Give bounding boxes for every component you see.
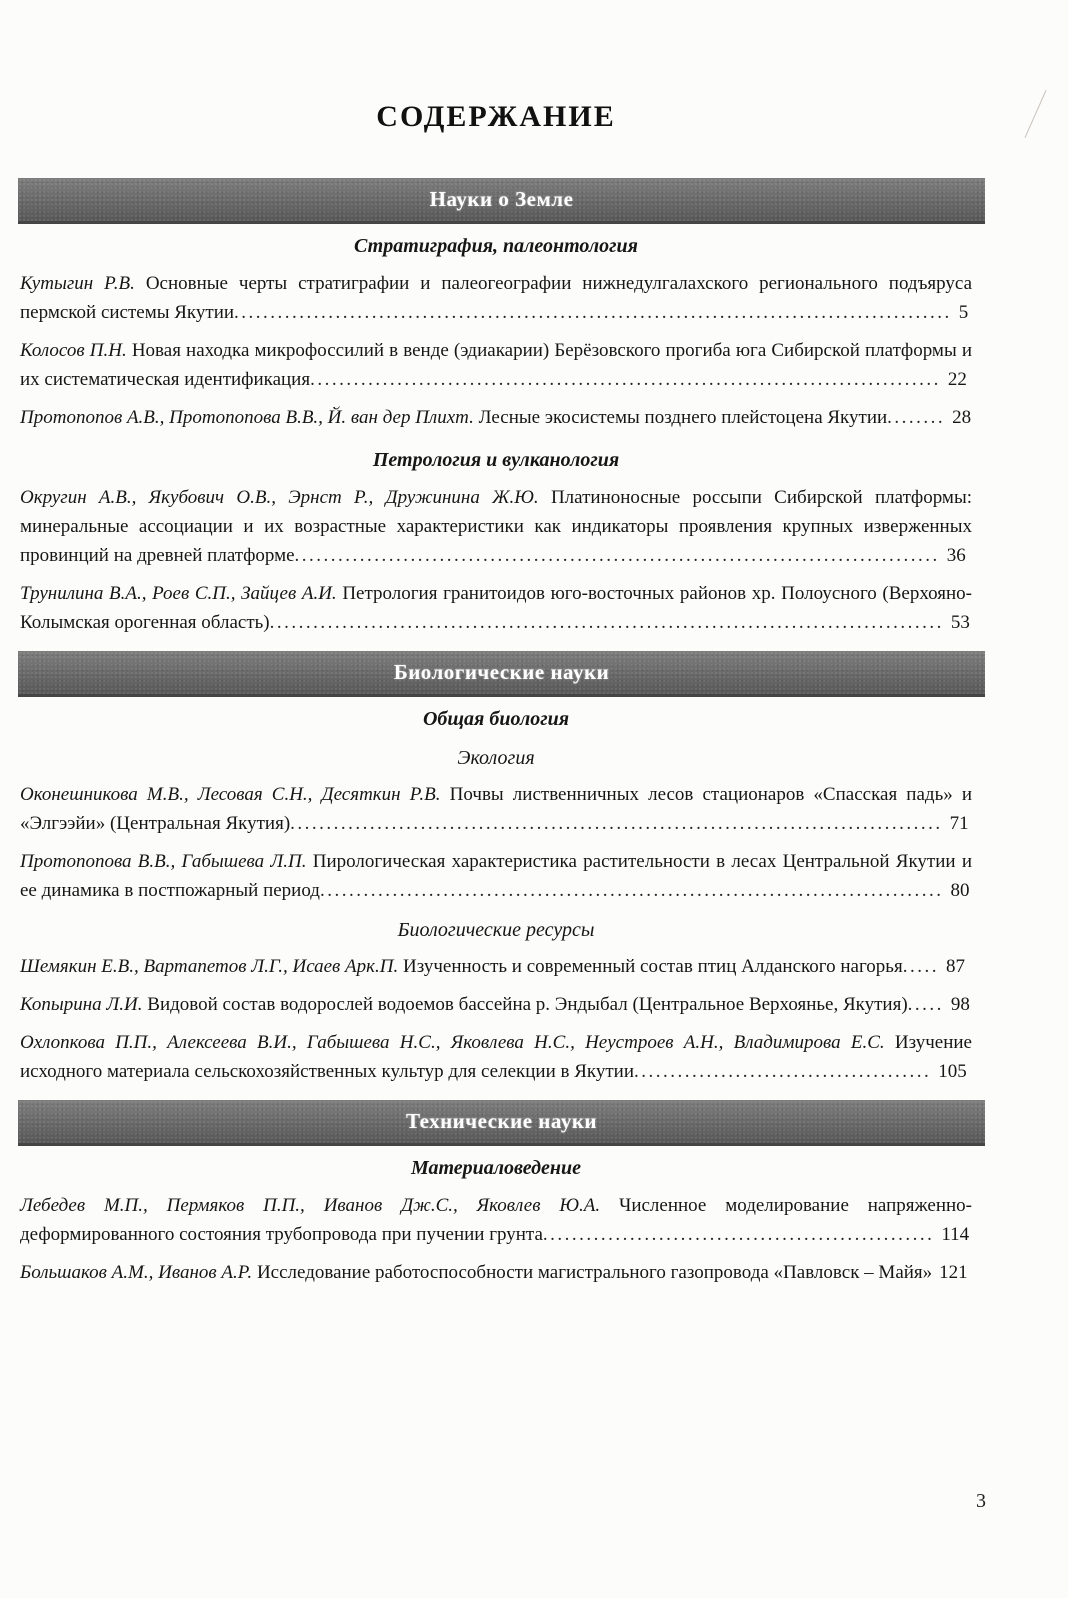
- entry-leader: .........................................: [634, 1061, 932, 1082]
- entry-authors: Охлопкова П.П., Алексеева В.И., Габышева Н.С., Яковлева Н.С., Неустроев А.Н., Владимирова Е.С.: [20, 1032, 885, 1053]
- toc-entry: [20, 780, 972, 838]
- entry-title: Платиноносные россыпи Сибирской платформы: минеральные ассоциации и их возрастные характеристики как индикаторы проявления крупных изверженных провинций на древней платформе: [20, 487, 972, 566]
- entry-page: 28: [952, 407, 972, 428]
- entry-title: Исследование работоспособности магистрального газопровода «Павловск – Майя»: [256, 1262, 933, 1283]
- entry-title: Новая находка микрофоссилий в венде (эдиакарии) Берёзовского прогиба юга Сибирской платформы и их систематическая идентификация: [20, 340, 972, 390]
- entry-leader: .........................................................................................: [294, 545, 940, 566]
- section-banner-earth-sciences: Науки о Земле: [18, 178, 985, 224]
- toc-entry: [20, 269, 972, 327]
- entry-authors: Протопопов А.В., Протопопова В.В., Й. ван дер Плихт.: [20, 407, 474, 428]
- entry-leader: ........: [887, 407, 946, 428]
- toc-entry: [20, 579, 972, 637]
- group-heading-ecology: Экология: [457, 747, 535, 769]
- entry-authors: Колосов П.Н.: [20, 340, 127, 361]
- toc-entry: [20, 847, 972, 905]
- page-title: СОДЕРЖАНИЕ: [376, 100, 616, 133]
- entry-title: Почвы лиственничных лесов стационаров «Спасская падь» и «Элгээйи» (Центральная Якутия): [20, 784, 973, 834]
- entry-authors: Протопопова В.В., Габышева Л.П.: [20, 851, 307, 872]
- group-heading-general-biology: Общая биология: [422, 708, 570, 730]
- toc-entry: [20, 483, 972, 570]
- entry-page: 114: [941, 1224, 970, 1245]
- entry-leader: .......................................................................................: [310, 369, 941, 390]
- entry-authors: Округин А.В., Якубович О.В., Эрнст Р., Дружинина Ж.Ю.: [20, 487, 539, 508]
- entry-leader: ...................................................................................................: [234, 302, 952, 323]
- entry-title: Петрология гранитоидов юго-восточных районов хр. Полоусного (Верхояно-Колымская орогенная область): [20, 583, 973, 633]
- toc-entry: [20, 990, 972, 1019]
- entry-title: Пирологическая характеристика растительности в лесах Центральной Якутии и ее динамика в постпожарный период: [20, 851, 972, 901]
- toc-entry: [20, 336, 972, 394]
- toc-entry: [20, 403, 972, 432]
- entry-title: Лесные экосистемы позднего плейстоцена Якутии: [478, 407, 888, 428]
- entry-page: 80: [950, 880, 970, 901]
- entry-leader: .....: [902, 956, 939, 977]
- entry-authors: Оконешникова М.В., Лесовая С.Н., Десяткин Р.В.: [20, 784, 441, 805]
- entry-leader: ......................................................: [542, 1224, 935, 1245]
- entry-authors: Кутыгин Р.В.: [20, 273, 135, 294]
- entry-title: Численное моделирование напряженно-деформированного состояния трубопровода при пучении грунта: [20, 1195, 972, 1245]
- group-heading-petrology: Петрология и вулканология: [372, 449, 620, 471]
- entry-leader: .............................................................................................: [269, 612, 944, 633]
- entry-title: Основные черты стратиграфии и палеогеографии нижнедулгалахского регионального подъяруса пермской системы Якутии: [20, 273, 973, 323]
- toc-entry: [20, 1028, 972, 1086]
- entry-page: 53: [950, 612, 970, 633]
- entry-authors: Копырина Л.И.: [20, 994, 143, 1015]
- entry-authors: Лебедев М.П., Пермяков П.П., Иванов Дж.С., Яковлев Ю.А.: [20, 1195, 601, 1216]
- entry-title: Изученность и современный состав птиц Алданского нагорья: [403, 956, 903, 977]
- group-heading-stratigraphy: Стратиграфия, палеонтология: [354, 235, 638, 257]
- entry-authors: Шемякин Е.В., Вартапетов Л.Г., Исаев Арк.П.: [20, 956, 399, 977]
- entry-page: 22: [947, 369, 967, 390]
- entry-leader: ..........................................................................................: [290, 813, 943, 834]
- toc-entry: [20, 952, 972, 981]
- section-banner-technical-sciences: Технические науки: [18, 1100, 985, 1146]
- entry-leader: ......................................................................................: [319, 880, 944, 901]
- entry-title: Видовой состав водорослей водоемов бассейна р. Эндыбал (Центральное Верхоянье, Якутия): [147, 994, 908, 1015]
- page-number: 3: [976, 1490, 986, 1512]
- entry-page: 98: [950, 994, 970, 1015]
- entry-page: 36: [946, 545, 966, 566]
- entry-page: 5: [958, 302, 969, 323]
- entry-leader: .....: [907, 994, 944, 1015]
- section-banner-biological-sciences: Биологические науки: [18, 651, 985, 697]
- entry-authors: Трунилина В.А., Роев С.П., Зайцев А.И.: [20, 583, 337, 604]
- toc-entry: [20, 1191, 972, 1249]
- entry-title: Изучение исходного материала сельскохозяйственных культур для селекции в Якутии: [20, 1032, 972, 1082]
- toc-entry: [20, 1258, 972, 1287]
- group-heading-biological-resources: Биологические ресурсы: [397, 919, 595, 941]
- entry-page: 121: [939, 1262, 968, 1283]
- entry-authors: Большаков А.М., Иванов А.Р.: [20, 1262, 253, 1283]
- group-heading-materials-science: Материаловедение: [410, 1157, 582, 1179]
- entry-page: 105: [938, 1061, 967, 1082]
- entry-page: 87: [945, 956, 965, 977]
- entry-page: 71: [949, 813, 969, 834]
